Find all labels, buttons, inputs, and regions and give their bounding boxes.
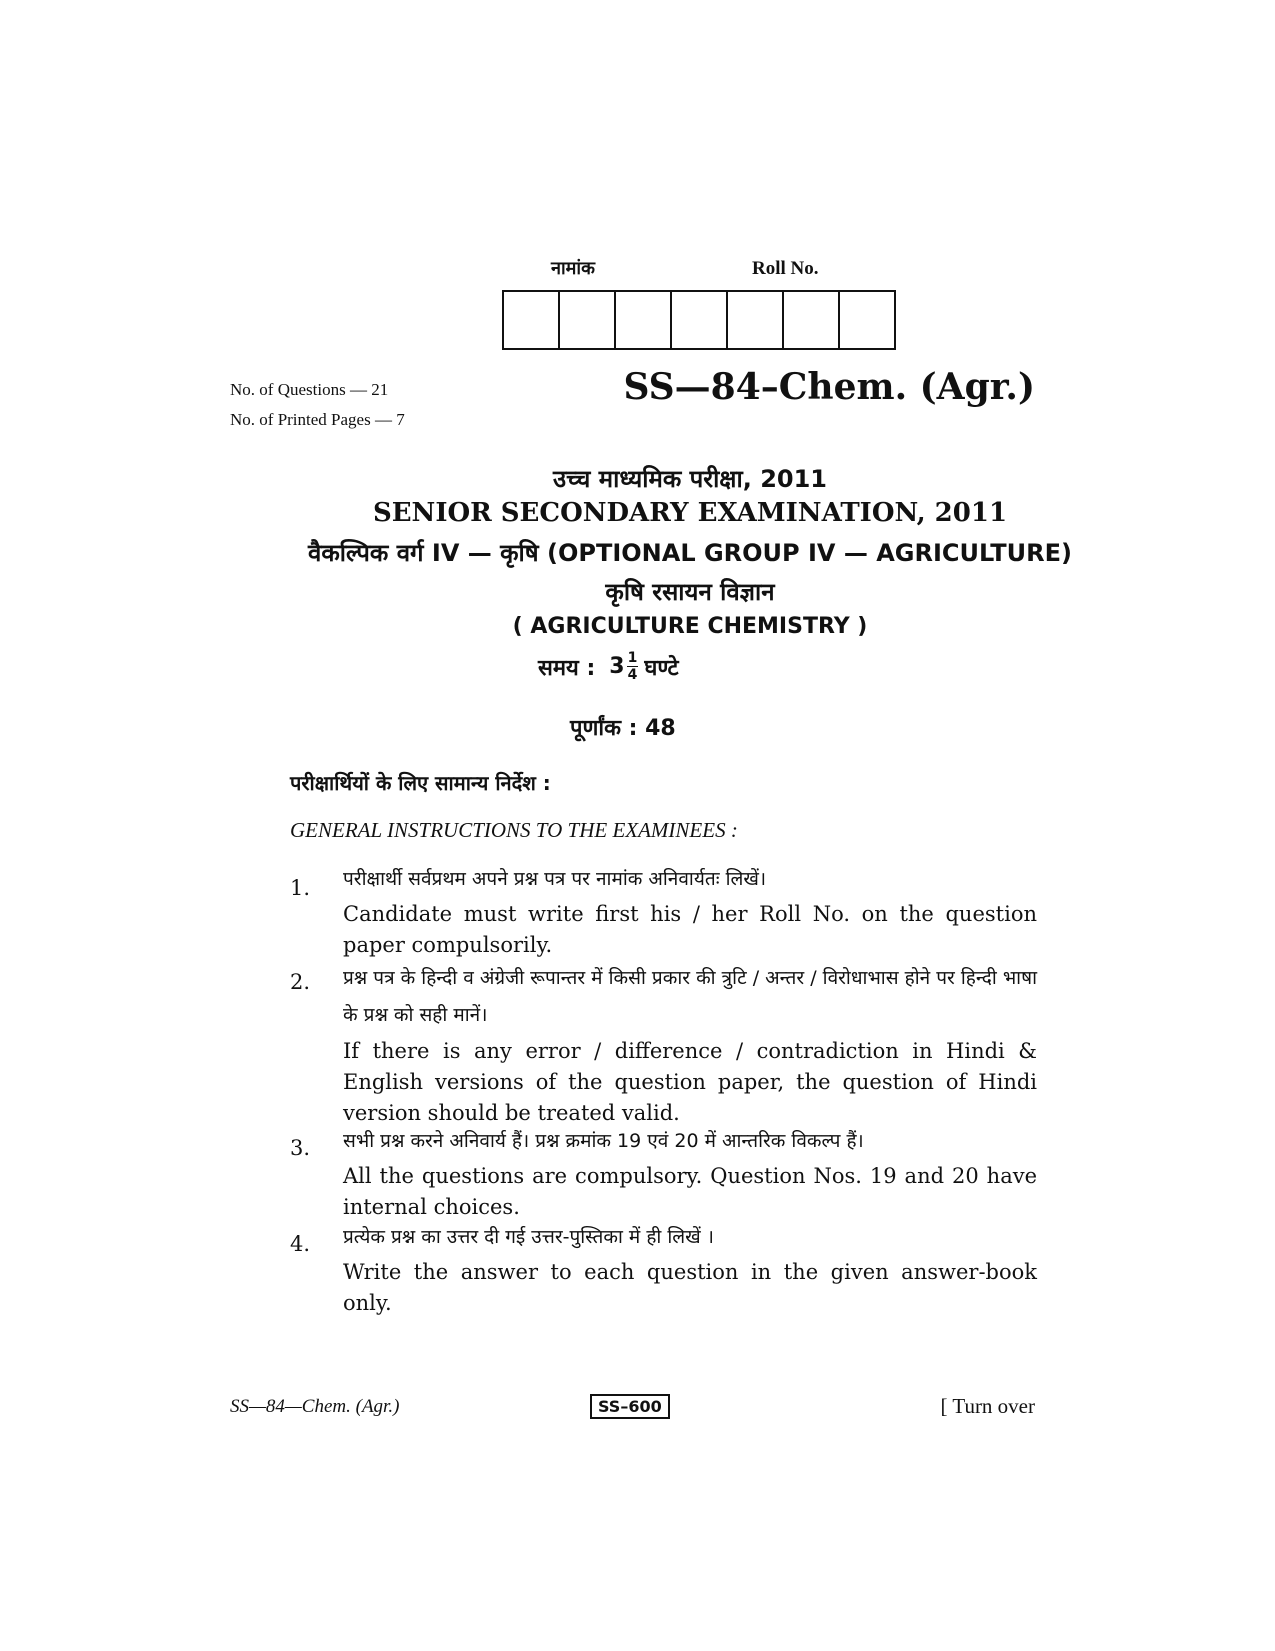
roll-box (728, 292, 784, 348)
roll-label-hindi: नामांक (551, 258, 595, 279)
instruction-english: If there is any error / difference / contradiction in Hindi & English versions of the question paper, the question of Hindi version should be treated valid. (343, 1039, 1037, 1125)
instructions-heading-hindi: परीक्षार्थियों के लिए सामान्य निर्देश : (290, 771, 551, 795)
instruction-item (343, 1222, 1037, 1319)
instruction-english: All the questions are compulsory. Question Nos. 19 and 20 have internal choices. (343, 1164, 1037, 1219)
subject-title-hindi: कृषि रसायन विज्ञान (605, 578, 775, 606)
roll-number-boxes (502, 290, 896, 350)
instruction-english: Write the answer to each question in the given answer-book only. (343, 1260, 1037, 1315)
exam-title-hindi: उच्च माध्यमिक परीक्षा, 2011 (552, 465, 828, 493)
time-unit: घण्टे (644, 655, 679, 681)
roll-box (504, 292, 560, 348)
instruction-english: Candidate must write first his / her Roll No. on the question paper compulsorily. (343, 902, 1037, 957)
fraction-denominator: 4 (627, 667, 638, 683)
group-title: वैकल्पिक वर्ग IV — कृषि (OPTIONAL GROUP IV — AGRICULTURE) (307, 539, 1073, 567)
item-number: 1. (290, 876, 311, 900)
instruction-item (343, 1126, 1037, 1223)
instruction-item (343, 960, 1037, 1129)
instruction-hindi: प्रत्येक प्रश्न का उत्तर दी गई उत्तर-पुस्तिका में ही लिखें । (343, 1226, 714, 1248)
roll-box (840, 292, 894, 348)
time-fraction (627, 650, 639, 683)
paper-code: SS—84–Chem. (Agr.) (623, 366, 1035, 408)
roll-box (784, 292, 840, 348)
turn-over-note: [ Turn over (940, 1394, 1035, 1418)
instruction-item (343, 864, 1037, 961)
page-count: No. of Printed Pages — 7 (230, 410, 405, 429)
time-whole: 3 (609, 654, 625, 679)
item-number: 3. (290, 1136, 311, 1160)
roll-box (672, 292, 728, 348)
footer-paper-code: SS—84—Chem. (Agr.) (230, 1396, 400, 1417)
instructions-heading-english: GENERAL INSTRUCTIONS TO THE EXAMINEES : (290, 818, 738, 842)
instruction-hindi: सभी प्रश्न करने अनिवार्य हैं। प्रश्न क्रमांक 19 एवं 20 में आन्तरिक विकल्प हैं। (343, 1130, 864, 1152)
roll-box (560, 292, 616, 348)
fraction-numerator: 1 (627, 650, 638, 666)
time-label: समय : (538, 655, 596, 681)
instruction-hindi: परीक्षार्थी सर्वप्रथम अपने प्रश्न पत्र पर नामांक अनिवार्यतः लिखें। (343, 868, 767, 890)
item-number: 2. (290, 970, 311, 994)
max-marks: पूर्णांक : 48 (570, 716, 676, 741)
exam-title-english: SENIOR SECONDARY EXAMINATION, 2011 (372, 498, 1008, 528)
instruction-hindi: प्रश्न पत्र के हिन्दी व अंग्रेजी रूपान्तर में किसी प्रकार की त्रुटि / अन्तर / विरोधाभास होने पर हिन्दी भाषा के प्रश्न को सही मानें। (343, 967, 1037, 1026)
question-count: No. of Questions — 21 (230, 380, 389, 399)
roll-label-english: Roll No. (752, 258, 819, 279)
item-number: 4. (290, 1232, 311, 1256)
time-allowed (538, 650, 679, 683)
subject-title-english: ( AGRICULTURE CHEMISTRY ) (512, 614, 868, 639)
footer-series-code: SS–600 (590, 1394, 670, 1419)
roll-box (616, 292, 672, 348)
